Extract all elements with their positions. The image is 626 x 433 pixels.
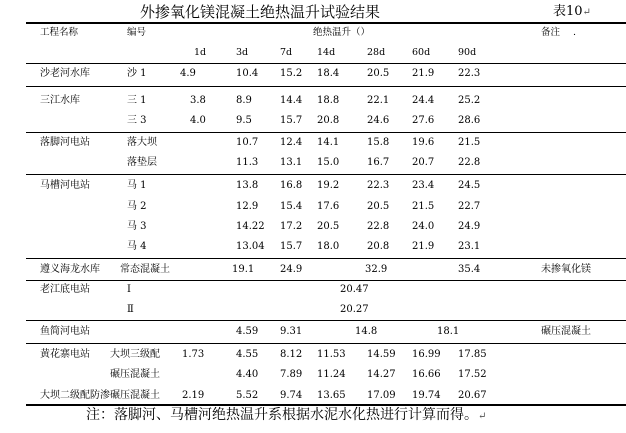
value-cell: 20.5: [317, 221, 340, 232]
value-cell: 24.4: [412, 95, 435, 106]
value-cell: 13.1: [280, 157, 303, 168]
value-cell: 25.2: [458, 95, 481, 106]
value-cell: 14.59: [367, 349, 396, 360]
value-cell: 20.67: [458, 390, 487, 401]
value-cell: 15.0: [317, 157, 340, 168]
project-cell: 大坝二级配防渗碾压混凝土: [40, 390, 160, 401]
value-cell: 22.3: [367, 180, 390, 191]
value-cell: 10.7: [236, 137, 259, 148]
value-cell: 20.5: [367, 201, 390, 212]
value-cell: 11.3: [236, 157, 259, 168]
group-rule: [26, 343, 626, 344]
table-number-text: 表10: [553, 4, 583, 19]
value-cell: 13.8: [236, 180, 259, 191]
value-cell: 15.2: [280, 68, 303, 79]
value-cell: 21.5: [412, 201, 435, 212]
value-cell: 20.5: [367, 68, 390, 79]
value-cell: 20.8: [367, 241, 390, 252]
project-cell: 马槽河电站: [40, 180, 90, 191]
value-cell: 19.2: [317, 180, 340, 191]
code-cell: 碾压混凝土: [110, 369, 160, 380]
value-cell: 17.2: [280, 221, 303, 232]
header-code: 编号: [127, 27, 147, 38]
value-cell: 16.8: [280, 180, 303, 191]
code-cell: 大坝三级配: [110, 349, 160, 360]
value-cell: 17.6: [317, 201, 340, 212]
value-cell: 11.53: [317, 349, 346, 360]
group-rule: [26, 132, 626, 133]
value-cell: 8.12: [280, 349, 303, 360]
value-cell: 22.3: [458, 68, 481, 79]
group-rule: [26, 86, 626, 87]
value-cell: 10.4: [236, 68, 259, 79]
code-cell: 三 1: [127, 95, 147, 106]
group-rule: [26, 280, 626, 281]
value-cell: 7.89: [280, 369, 303, 380]
value-cell: 22.1: [367, 95, 390, 106]
paragraph-mark-icon: ↵: [478, 411, 487, 422]
table-title: [0, 2, 520, 22]
value-cell: 4.40: [236, 369, 259, 380]
value-cell: 23.1: [458, 241, 481, 252]
age-header-1d: 1d: [194, 47, 207, 58]
age-header-14d: 14d: [317, 47, 336, 58]
value-cell: 19.74: [412, 390, 441, 401]
code-cell: 马 2: [127, 201, 147, 212]
value-cell: 9.31: [280, 326, 303, 337]
header-bottom-rule: [26, 63, 626, 64]
group-rule: [26, 174, 626, 175]
value-cell: 20.7: [412, 157, 435, 168]
value-cell: 8.9: [236, 95, 252, 106]
value-cell: 5.52: [236, 390, 259, 401]
value-cell: 15.4: [280, 201, 303, 212]
value-cell: 18.4: [317, 68, 340, 79]
value-cell: 27.6: [412, 115, 435, 126]
remark-cell: 碾压混凝土: [541, 326, 591, 337]
project-cell: 沙老河水库: [40, 68, 90, 79]
value-cell: 12.4: [280, 137, 303, 148]
project-cell: 落脚河电站: [40, 137, 90, 148]
value-cell: 13.65: [317, 390, 346, 401]
code-cell: 马 4: [127, 241, 147, 252]
header-remark-mark: .: [573, 27, 577, 38]
age-header-90d: 90d: [458, 47, 477, 58]
code-cell: 落垫层: [127, 157, 157, 168]
value-cell: 24.5: [458, 180, 481, 191]
value-cell: 13.04: [236, 241, 265, 252]
value-cell: 1.73: [182, 349, 205, 360]
header-group: 绝热温升（）: [313, 27, 371, 38]
code-cell: Ⅱ: [127, 304, 134, 315]
code-cell: 马 3: [127, 221, 147, 232]
value-cell: 18.8: [317, 95, 340, 106]
header-remark: 备注: [541, 27, 561, 38]
code-cell: 常态混凝土: [120, 264, 170, 275]
value-cell: 16.7: [367, 157, 390, 168]
value-cell: 20.27: [340, 304, 369, 315]
project-cell: 三江水库: [40, 95, 80, 106]
project-cell: 鱼简河电站: [40, 326, 90, 337]
value-cell: 19.1: [232, 264, 255, 275]
footnote-text: 注：落脚河、马槽河绝热温升系根据水泥水化热进行计算而得。: [86, 407, 478, 423]
project-cell: 黄花寨电站: [40, 349, 90, 360]
paragraph-mark-icon: ↵: [582, 7, 591, 18]
value-cell: 21.9: [412, 241, 435, 252]
code-cell: 马 1: [127, 180, 147, 191]
value-cell: 9.74: [280, 390, 303, 401]
value-cell: 2.19: [182, 390, 205, 401]
value-cell: 24.9: [458, 221, 481, 232]
value-cell: 21.9: [412, 68, 435, 79]
project-cell: 遵义海龙水库: [40, 264, 100, 275]
value-cell: 24.0: [412, 221, 435, 232]
value-cell: 12.9: [236, 201, 259, 212]
value-cell: 35.4: [458, 264, 481, 275]
value-cell: 18.0: [317, 241, 340, 252]
value-cell: 17.85: [458, 349, 487, 360]
value-cell: 23.4: [412, 180, 435, 191]
value-cell: 3.8: [190, 95, 206, 106]
value-cell: 18.1: [437, 326, 460, 337]
age-header-60d: 60d: [412, 47, 431, 58]
code-cell: 落大坝: [127, 137, 157, 148]
value-cell: 4.9: [180, 68, 196, 79]
value-cell: 11.24: [317, 369, 346, 380]
remark-cell: 未掺氧化镁: [541, 264, 591, 275]
table-number: [553, 4, 591, 21]
value-cell: 22.7: [458, 201, 481, 212]
value-cell: 21.5: [458, 137, 481, 148]
group-rule: [26, 320, 626, 321]
value-cell: 22.8: [458, 157, 481, 168]
value-cell: 9.5: [236, 115, 252, 126]
value-cell: 4.59: [236, 326, 259, 337]
title-text: 外掺氧化镁混凝土绝热温升试验结果: [139, 3, 380, 21]
value-cell: 28.6: [458, 115, 481, 126]
value-cell: 20.8: [317, 115, 340, 126]
header-project: 工程名称: [40, 27, 79, 38]
value-cell: 4.55: [236, 349, 259, 360]
value-cell: 14.4: [280, 95, 303, 106]
value-cell: 17.09: [367, 390, 396, 401]
group-rule: [26, 258, 626, 259]
code-cell: 沙 1: [127, 68, 147, 79]
value-cell: 17.52: [458, 369, 487, 380]
code-cell: 三 3: [127, 115, 147, 126]
value-cell: 20.47: [340, 284, 369, 295]
value-cell: 14.27: [367, 369, 396, 380]
value-cell: 15.8: [367, 137, 390, 148]
footnote: [86, 406, 486, 426]
value-cell: 24.9: [280, 264, 303, 275]
value-cell: 15.7: [280, 115, 303, 126]
code-cell: Ⅰ: [127, 284, 131, 295]
value-cell: 32.9: [365, 264, 388, 275]
value-cell: 16.99: [412, 349, 441, 360]
age-header-7d: 7d: [280, 47, 293, 58]
value-cell: 14.1: [317, 137, 340, 148]
age-header-28d: 28d: [367, 47, 386, 58]
value-cell: 24.6: [367, 115, 390, 126]
table-top-rule: [26, 22, 626, 24]
value-cell: 15.7: [280, 241, 303, 252]
value-cell: 14.8: [355, 326, 378, 337]
value-cell: 4.0: [190, 115, 206, 126]
age-header-3d: 3d: [236, 47, 249, 58]
value-cell: 19.6: [412, 137, 435, 148]
value-cell: 14.22: [236, 221, 265, 232]
value-cell: 16.66: [412, 369, 441, 380]
project-cell: 老江底电站: [40, 284, 90, 295]
value-cell: 22.8: [367, 221, 390, 232]
